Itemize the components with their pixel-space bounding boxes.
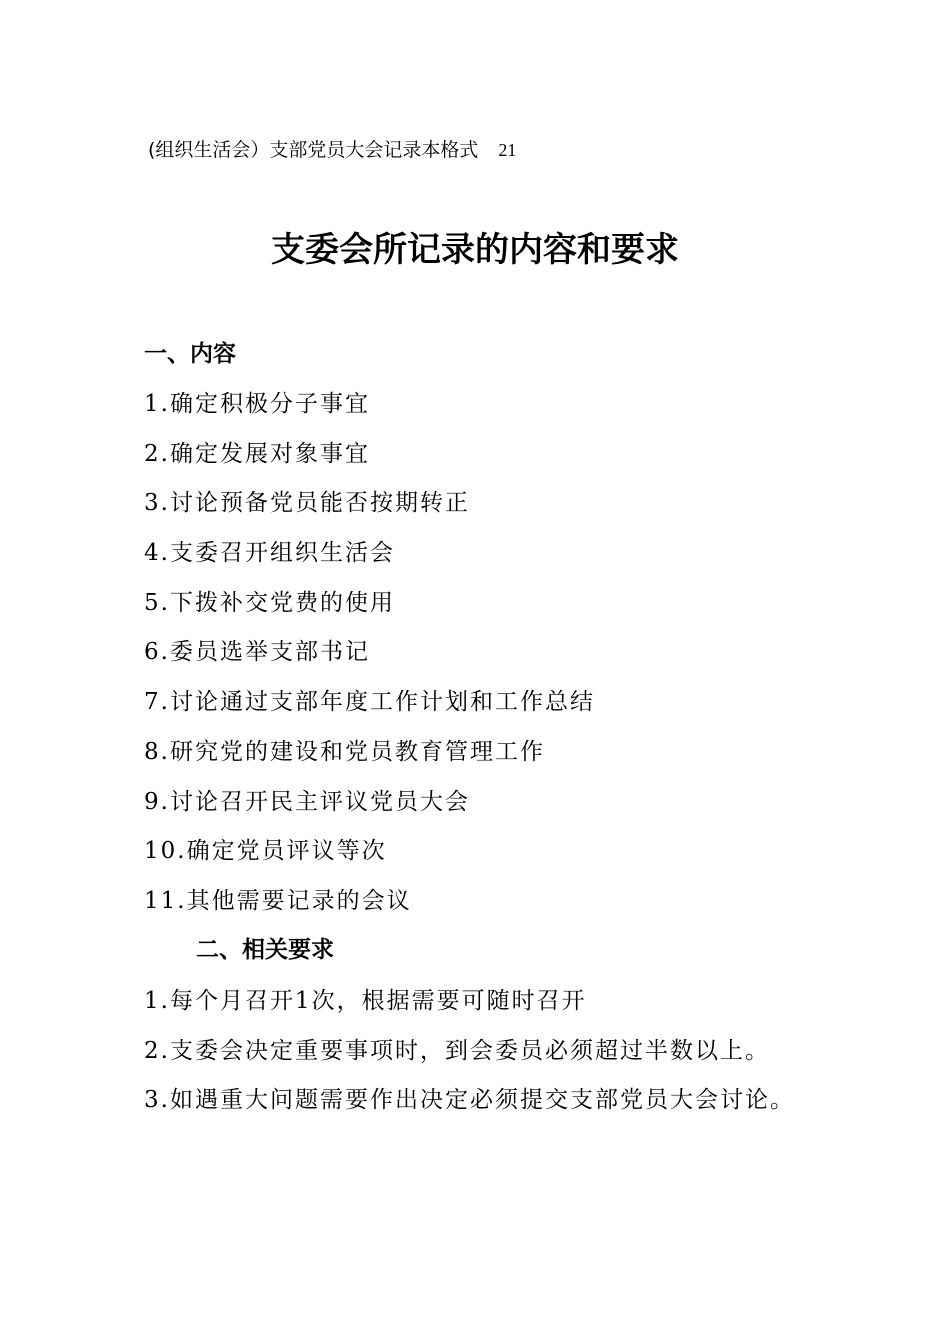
list-item: 4.支委召开组织生活会 xyxy=(144,540,395,567)
list-item: 1.确定积极分子事宜 xyxy=(144,391,370,417)
list-item: 6.委员选举支部书记 xyxy=(144,639,370,666)
page-number: 21 xyxy=(498,140,517,160)
list-item: 5.下拨补交党费的使用 xyxy=(144,589,395,616)
list-item: 10.确定党员评议等次 xyxy=(144,838,387,865)
header-text: (组织生活会）支部党员大会记录本格式 xyxy=(148,139,479,161)
list-item: 3.讨论预备党员能否按期转正 xyxy=(144,490,470,517)
list-item: 2.支委会决定重要事项时，到会委员必须超过半数以上。 xyxy=(144,1037,770,1064)
content-list xyxy=(144,388,595,935)
section-heading-requirements: 二、相关要求 xyxy=(196,937,334,963)
list-item: 8.研究党的建设和党员教育管理工作 xyxy=(144,738,545,765)
list-item: 9.讨论召开民主评议党员大会 xyxy=(144,788,470,815)
list-item: 11.其他需要记录的会议 xyxy=(144,887,412,914)
list-item: 3.如遇重大问题需要作出决定必须提交支部党员大会讨论。 xyxy=(144,1087,795,1114)
document-title: 支委会所记录的内容和要求 xyxy=(271,230,679,270)
list-item: 2.确定发展对象事宜 xyxy=(144,440,370,467)
list-item: 7.讨论通过支部年度工作计划和工作总结 xyxy=(144,689,595,716)
running-header xyxy=(148,136,516,164)
requirements-list xyxy=(144,985,795,1134)
list-item: 1.每个月召开1次，根据需要可随时召开 xyxy=(144,988,587,1014)
section-heading-content: 一、内容 xyxy=(144,341,236,367)
